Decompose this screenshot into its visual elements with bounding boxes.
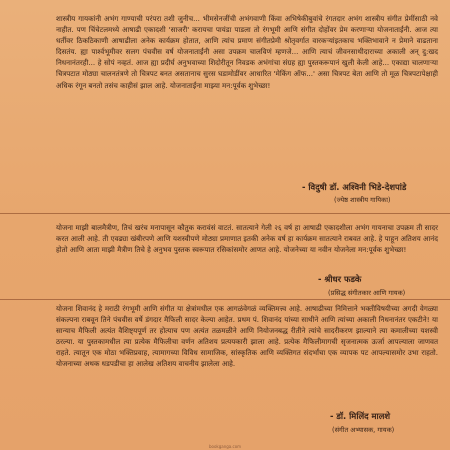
testimonial-2-role: (प्रसिद्ध संगीतकार आणि गायक) [328, 289, 406, 297]
testimonial-3-role: (संगीत अभ्यासक, गायक) [332, 426, 395, 434]
testimonial-1-text: शास्त्रीय गायकांनी अभंग गाण्याची परंपरा तशी जुनीच... भीमसेनजींची अभंगवाणी किंवा अभिषेकीबुवांचे रंगतदार अभंग शास्त्रीय संगीत प्रेमींसाठी नवे नाहीत. पण चिंचेटलमध्ये आषाढी एकादशी 'साजरी' करायचा पायंडा पाडला तो रंगभूमी आणि संगीत दोहोंवर प्रेम करणाऱ्या योजनाताईंनी. आज त्या धर्तीवर ठिकठिकाणी आषाढीला अनेक कार्यक्रम होतात, आणि त्यांच प्रमाण संगीतप्रेमी श्रोतृवर्गात वारकऱ्यांइतकाच भक्तिभावाने न प्रेमाने वाढताना दिसतंय. ह्या पार्श्वभूमीवर सलग पंचवीस वर्ष योजनाताईंनी असा उपक्रम चालविणं म्हणजे... आणि त्याचं जीवनसाथीदाराच्या अकाली अन् दु:खद निधनानंतरही... हे सोपं नव्हतं. आज ह्या प्रदीर्घ अनुभवाच्या शिदोरीतून निवडक अभंगांचा संग्रह ह्या पुस्तकरूपानं खुली केली आहे... एकाद्या चालणाऱ्या चित्रपटात मोठ्या चालनतंत्रणे तो चित्रपट बनत असतानाच सुरस घडामोडींवर आधारित 'मेकिंग ऑफ...' असा चित्रपट बेता आणि तो मूळ चित्रपटापेक्षाही अधिक रंगून बनतो तसंच काहीसं झाल आहे. योजनाताईंना माझ्या मन:पूर्वक शुभेच्छा! [56, 14, 438, 90]
divider [0, 213, 450, 214]
testimonial-1-signature: - विदुषी डॉ. अश्विनी भिडे-देशपांडे [302, 182, 407, 192]
testimonial-3-text: योजना शिवानंद हे मराठी रंगभूमी आणि संगीत या क्षेत्रांमधील एक आगळंवेगळं व्यक्तिमत्त्व आहे. आषाढीच्या निमित्ताने भक्तीविषयीच्या अगदी वेगळ्या संकल्पना राबवून तिने पंचवीस वर्षे डंगदार मैफिली सादर केल्या आहेत. प्रथम पं. शिवानंद यांच्या साथीने आणि त्यांच्या अकाली निधनानंतर एकटीने! या सान्याच मैफिली अत्यंत वैशिष्ट्यपूर्ण तर होत्याच पण अत्यंत तळमळीने आणि नियोजनबद्ध रीतीने त्यांचे सादरीकरण झाल्याने त्या कमालीच्या यशस्वी ठरल्या. या पुस्तकामधील त्या प्रत्येक मैफिलीचा वर्णन अतिशय प्रत्ययकारी झाला आहे. प्रत्येक मैफिलीमागची सृजनात्मक ऊर्जा आपल्याला जाणवत राहते. त्यातून एक मोठा भक्तिप्रवाह, त्यामागच्या विविध सामाजिक, सांस्कृतिक आणि व्यक्तिगत संदर्भांचा एक व्यापक पट आपल्यासमोर उभा राहतो. योजनाच्या अथक धडपडीचा हा आलेख अतिशय वाचनीय झालेला आहे. [56, 304, 438, 369]
testimonial-3 [56, 303, 438, 370]
testimonial-2 [56, 222, 438, 255]
testimonial-3-signature: - डॉ. मिलिंद मालशे [330, 411, 391, 421]
testimonial-1 [56, 13, 438, 91]
testimonial-2-signature: - श्रीधर फडके [318, 274, 362, 284]
divider [0, 299, 450, 300]
testimonial-1-role: (ज्येष्ठ शास्त्रीय गायिका) [334, 196, 391, 204]
testimonial-2-text: योजना माझी बालमैत्रीण, तिचं खरंच मनापासून कौतुक करावंसं वाटतं. सातत्याने गेली २६ वर्ष हा आषाढी एकादशीला अभंग गायनाचा उपक्रम ती सादर करत आली आहे. ती एवढ्या खंबीरपणे आणि यशस्वीपणे मोठ्या प्रमाणात इतकी अनेक वर्ष हा कार्यक्रम सातत्याने राबवत आहे. हे पाहून अतिशय आनंद होतो आणि आता माझी मैत्रीण तिचे हे अनुभव पुस्तक स्वरूपात रसिकांसमोर आणत आहे. योजनेच्या या नवीन योजनेला मन:पूर्वक शुभेच्छा! [56, 223, 438, 255]
watermark: bookganga.com [208, 444, 242, 449]
